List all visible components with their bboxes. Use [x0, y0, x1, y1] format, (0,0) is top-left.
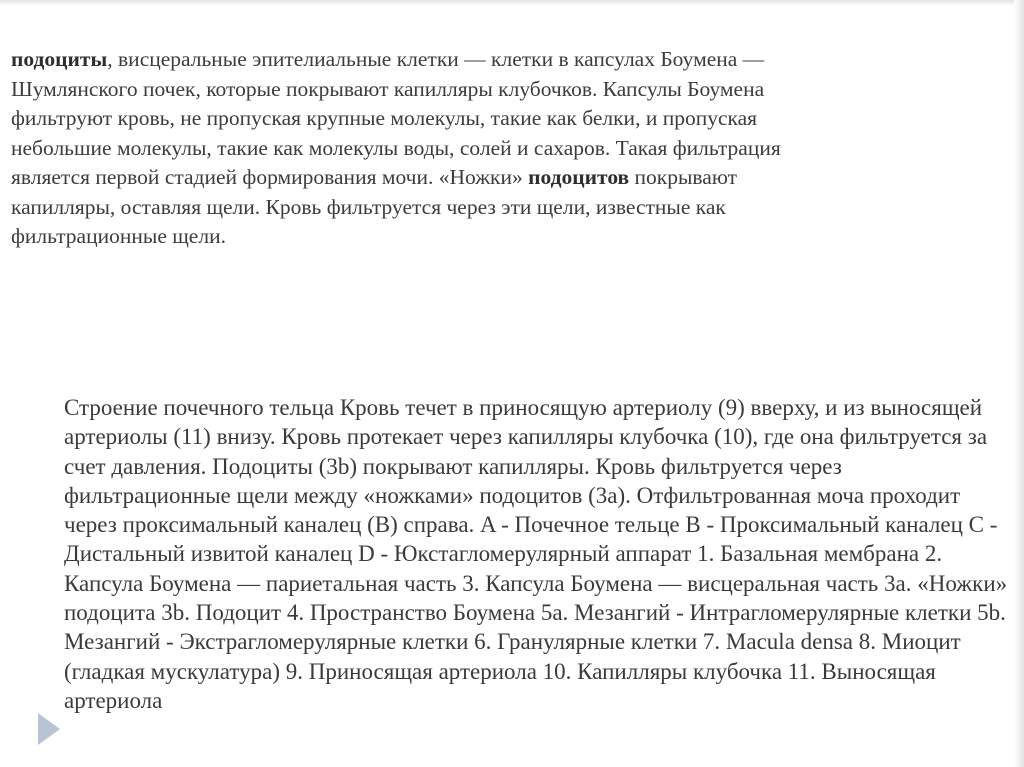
definition-text-part1: , висцеральные эпителиальные клетки — клетки в капсулах Боумена — Шумлянского почек, которые покрывают капилляры клубочков. Капсулы Боумена фильтруют кровь, не пропуская крупные молекулы, такие как белки, и пропуская небольшие молекулы, такие как молекулы воды, солей и сахаров. Такая фильтрация является первой стадией формирования мочи. «Ножки»: [11, 47, 781, 189]
renal-corpuscle-description-paragraph: Строение почечного тельца Кровь течет в приносящую артериолу (9) вверху, и из выносящей артериолы (11) внизу. Кровь протекает через капилляры клубочка (10), где она фильтруется за счет давления. Подоциты (3b) покрывают капилляры. Кровь фильтруется через фильтрационные щели между «ножками» подоцитов (3а). Отфильтрованная моча проходит через проксимальный каналец (B) справа. A - Почечное тельце B - Проксимальный каналец C - Дистальный извитой каналец D - Юкстагломерулярный аппарат 1. Базальная мембрана 2. Капсула Боумена — париетальная часть 3. Капсула Боумена — висцеральная часть 3а. «Ножки» подоцита 3b. Подоцит 4. Пространство Боумена 5a. Мезангий - Интрагломерулярные клетки 5b. Мезангий - Экстрагломерулярные клетки 6. Гранулярные клетки 7. Macula densa 8. Миоцит (гладкая мускулатура) 9. Приносящая артериола 10. Капилляры клубочка 11. Выносящая артериола: [64, 395, 1008, 713]
definition-text-part2: покрывают капилляры, оставляя щели. Кровь фильтруется через эти щели, известные как фильтрационные щели.: [11, 165, 738, 248]
podocytes-definition-paragraph: [11, 45, 841, 252]
bold-term-podocytes: подоциты: [11, 47, 108, 71]
slide-top-shadow: [0, 0, 1024, 6]
triangle-right-icon: [38, 713, 60, 745]
bold-term-podocytes-2: подоцитов: [528, 165, 630, 189]
slide-right-shadow: [1014, 0, 1024, 767]
